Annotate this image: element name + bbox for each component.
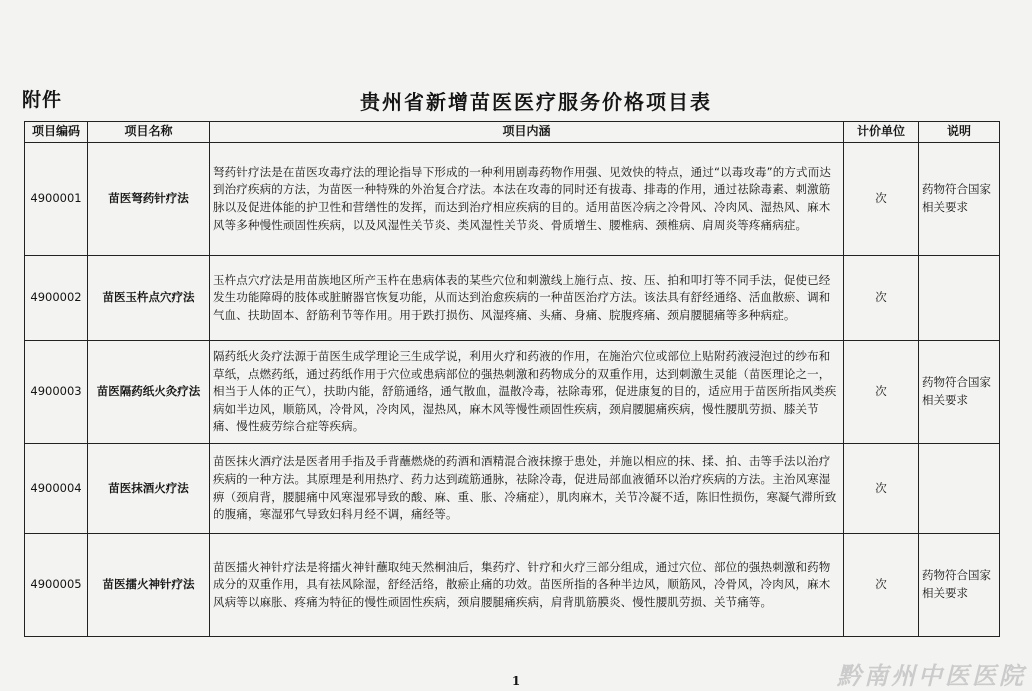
item-note: 药物符合国家相关要求 <box>919 143 1000 256</box>
header-note: 说明 <box>919 122 1000 143</box>
header-name: 项目名称 <box>88 122 210 143</box>
item-code: 4900004 <box>25 444 88 534</box>
table-row <box>25 534 1000 637</box>
item-content: 弩药针疗法是在苗医攻毒疗法的理论指导下形成的一种利用剧毒药物作用强、见效快的特点，通过“以毒攻毒”的方式而达到治疗疾病的方法，为苗医一种特殊的外治复合疗法。本法在攻毒的同时还有拔毒、排毒的作用，通过祛除毒素、刺激筋脉以及促进体能的护卫性和营缮性的发挥，而达到治疗相应疾病的目的。适用苗医冷病之冷骨风、冷肉风、湿热风、麻木风等多种慢性顽固性疾病，以及风湿性关节炎、类风湿性关节炎、骨质增生、腰椎病、颈椎病、肩周炎等疼痛病症。 <box>210 143 844 256</box>
table-header-row <box>25 122 1000 143</box>
price-items-table <box>24 121 1000 637</box>
item-name: 苗医玉杵点穴疗法 <box>88 256 210 341</box>
item-name: 苗医隔药纸火灸疗法 <box>88 341 210 444</box>
item-content: 隔药纸火灸疗法源于苗医生成学理论三生成学说，利用火疗和药液的作用，在施治穴位或部位上贴附药液浸泡过的纱布和草纸，点燃药纸，通过药纸作用于穴位或患病部位的强热刺激和药物成分的双重作用，达到刺激生灵能（苗医理论之一，相当于人体的正气），扶助内能，舒筋通络，通气散血，温散冷毒，祛除毒邪，促进康复的目的，适应用于苗医所指风类疾病如半边风，顺筋风，冷骨风，冷肉风，湿热风，麻木风等慢性顽固性疾病，颈肩腰腿痛疾病，慢性腰肌劳损、膝关节痛、慢性疲劳综合症等疾病。 <box>210 341 844 444</box>
page-title: 贵州省新增苗医医疗服务价格项目表 <box>360 90 712 114</box>
table-row <box>25 143 1000 256</box>
item-code: 4900003 <box>25 341 88 444</box>
attachment-label: 附件 <box>22 89 63 111</box>
header-content: 项目内涵 <box>210 122 844 143</box>
watermark: 黔南州中医医院 <box>837 662 1026 690</box>
item-content: 苗医擂火神针疗法是将擂火神针蘸取纯天然桐油后，集药疗、针疗和火疗三部分组成，通过穴位、部位的强热刺激和药物成分的双重作用，具有祛风除湿，舒经活络，散瘀止痛的功效。苗医所指的各种半边风，顺筋风，冷骨风，冷肉风，麻木风病等以麻胀、疼痛为特征的慢性顽固性疾病，颈肩腰腿痛疾病，肩背肌筋膜炎、慢性腰肌劳损、关节痛等。 <box>210 534 844 637</box>
item-name: 苗医弩药针疗法 <box>88 143 210 256</box>
item-code: 4900001 <box>25 143 88 256</box>
item-unit: 次 <box>844 444 919 534</box>
header-code: 项目编码 <box>25 122 88 143</box>
item-unit: 次 <box>844 143 919 256</box>
header-unit: 计价单位 <box>844 122 919 143</box>
item-unit: 次 <box>844 534 919 637</box>
item-note <box>919 256 1000 341</box>
item-name: 苗医抹酒火疗法 <box>88 444 210 534</box>
table-row <box>25 341 1000 444</box>
item-code: 4900002 <box>25 256 88 341</box>
item-name: 苗医擂火神针疗法 <box>88 534 210 637</box>
item-note: 药物符合国家相关要求 <box>919 534 1000 637</box>
item-note: 药物符合国家相关要求 <box>919 341 1000 444</box>
page-number: 1 <box>511 674 521 688</box>
item-unit: 次 <box>844 256 919 341</box>
item-unit: 次 <box>844 341 919 444</box>
item-content: 玉杵点穴疗法是用苗族地区所产玉杵在患病体表的某些穴位和刺激线上施行点、按、压、拍和叩打等不同手法，促使已经发生功能障碍的肢体或脏腑器官恢复功能，从而达到治愈疾病的一种苗医治疗方法。该法具有舒经通络、活血散瘀、调和气血、扶助固本、舒筋利节等作用。用于跌打损伤、风湿疼痛、头痛、身痛、脘腹疼痛、颈肩腰腿痛等多种病症。 <box>210 256 844 341</box>
item-content: 苗医抹火酒疗法是医者用手指及手背蘸燃烧的药酒和酒精混合液抹擦于患处，并施以相应的抹、揉、拍、击等手法以治疗疾病的一种方法。其原理是利用热疗、药力达到疏筋通脉，祛除冷毒，促进局部血液循环以治疗疾病的方法。主治风寒湿痹（颈肩背，腰腿痛中风寒湿邪导致的酸、麻、重、胀、冷痛症），肌肉麻木，关节冷凝不适，陈旧性损伤，寒凝气滞所致的腹痛，寒湿邪气导致妇科月经不调，痛经等。 <box>210 444 844 534</box>
table-row <box>25 444 1000 534</box>
table-row <box>25 256 1000 341</box>
item-note <box>919 444 1000 534</box>
item-code: 4900005 <box>25 534 88 637</box>
